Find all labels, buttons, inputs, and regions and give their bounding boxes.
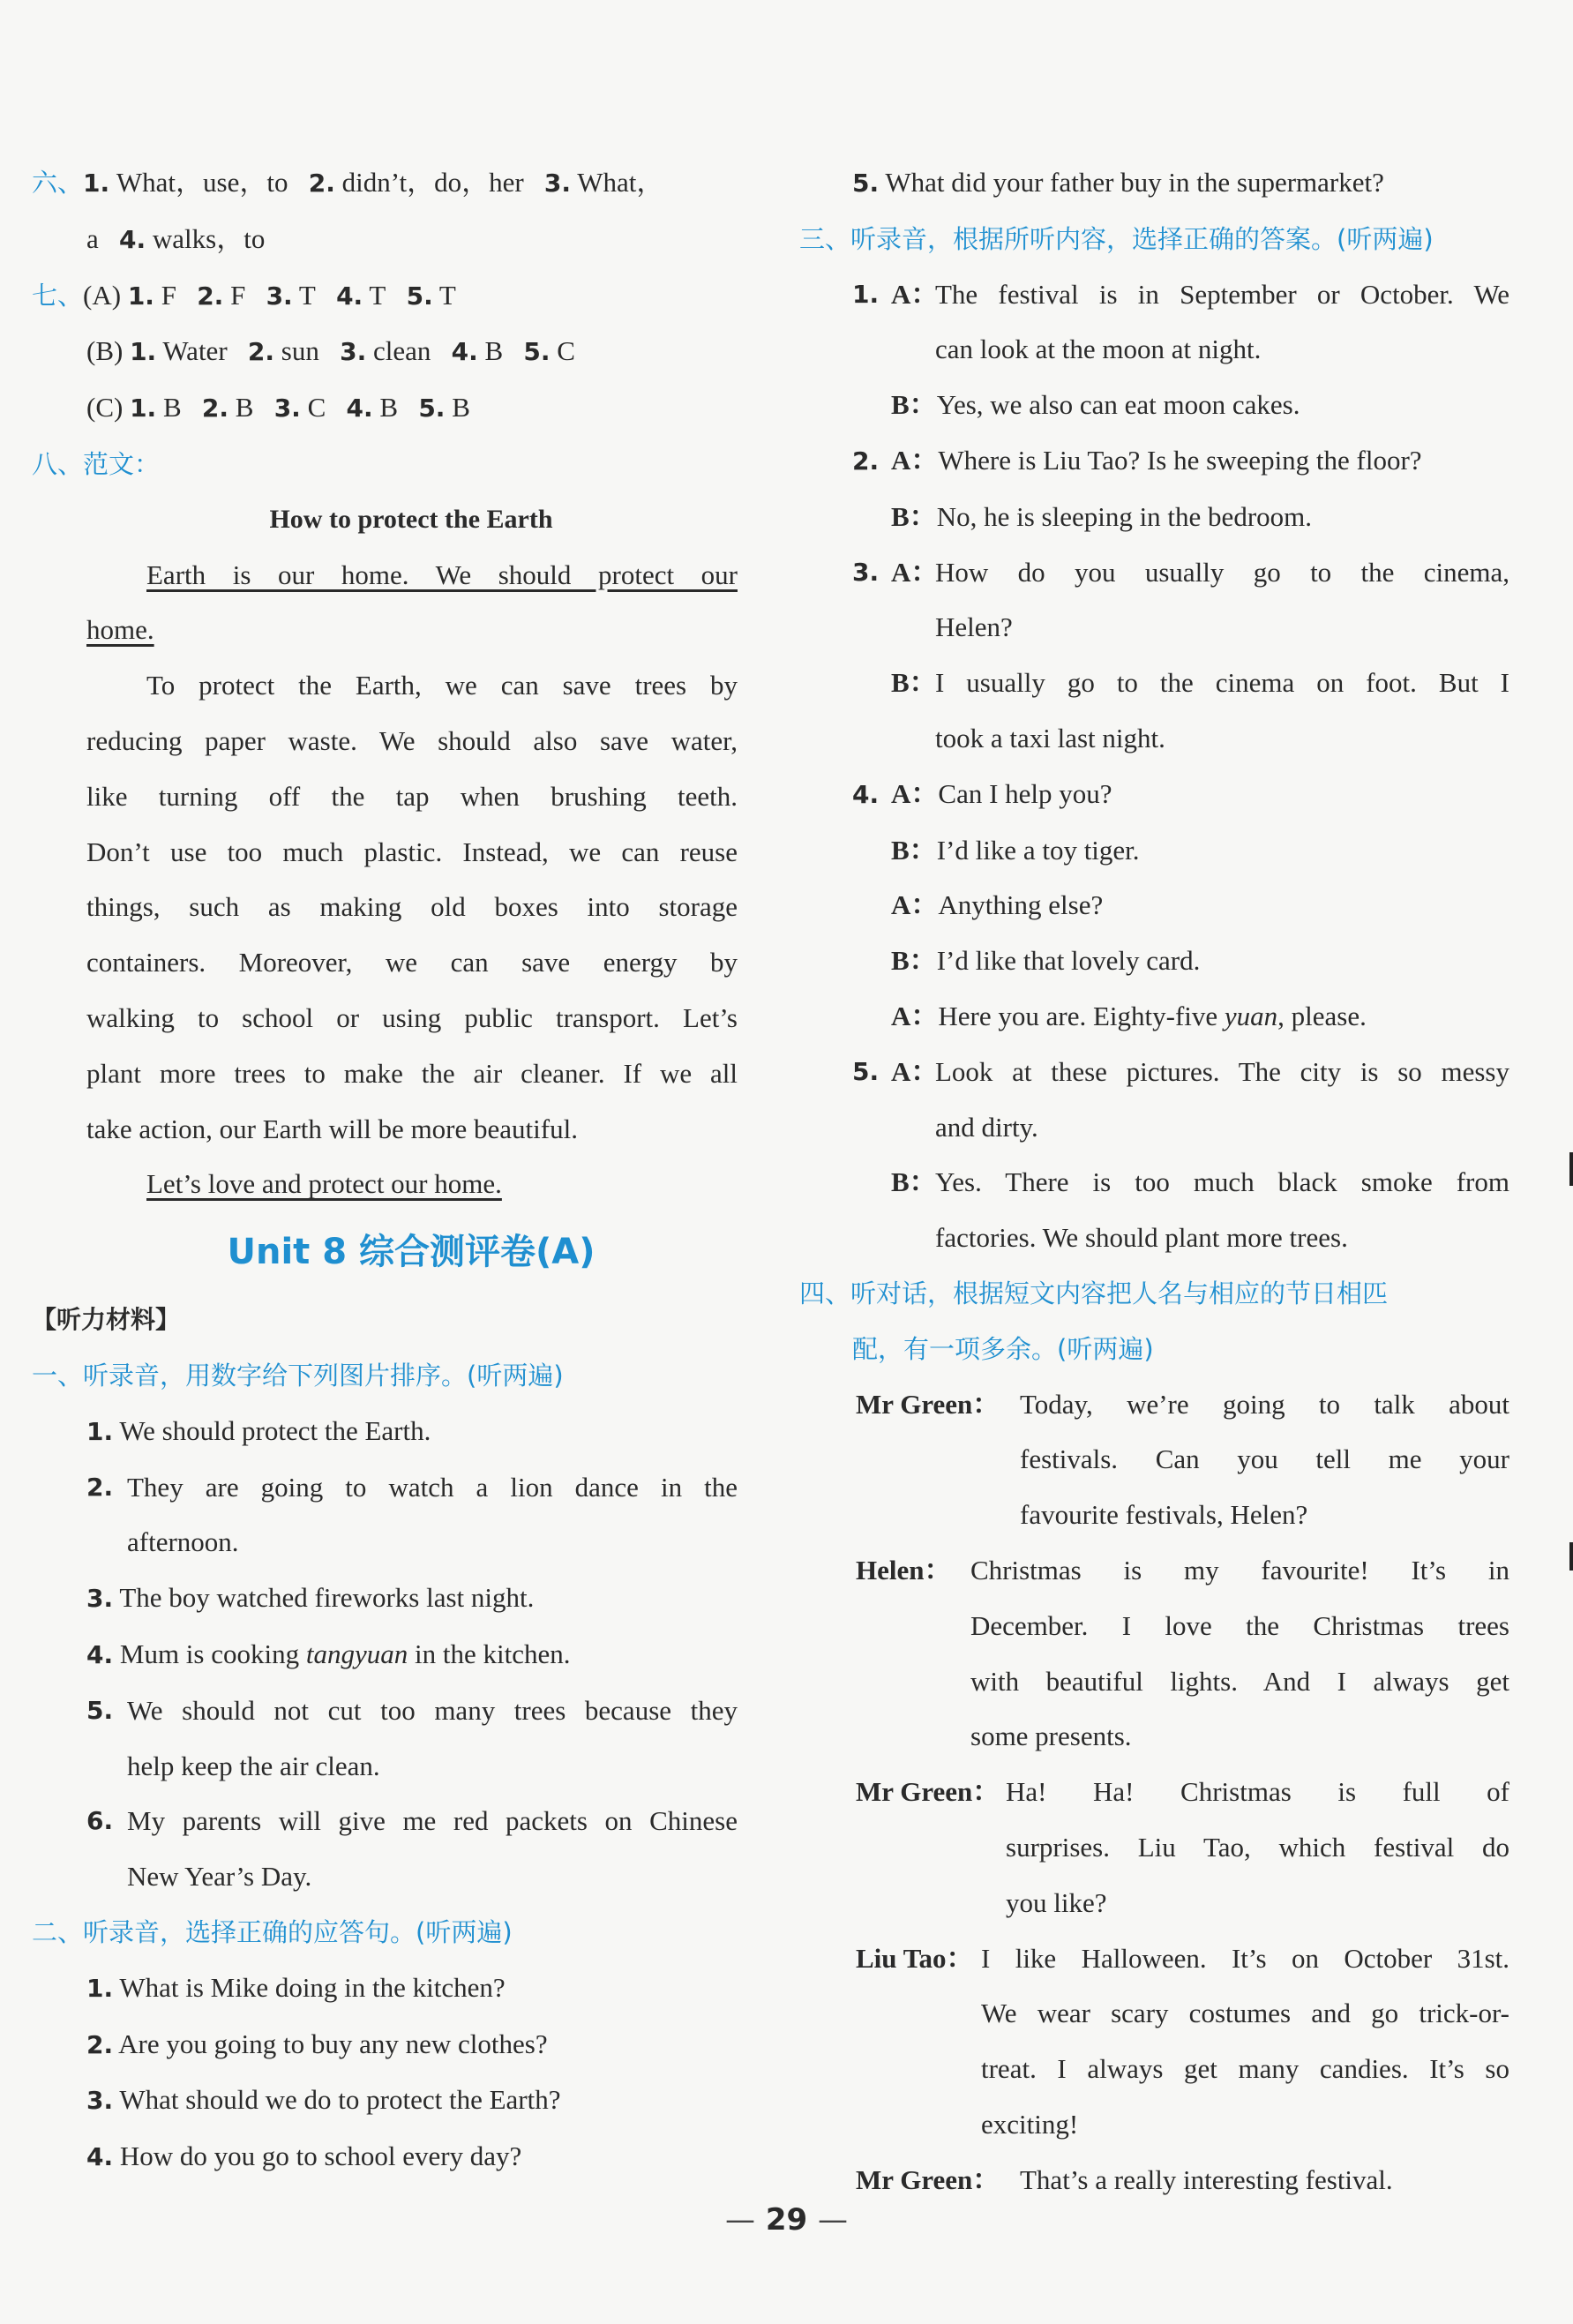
speaker-text: festivals. Can you tell me your bbox=[1020, 1443, 1509, 1475]
speaker-name bbox=[856, 2042, 981, 2097]
dialogue-line-cont: Helen? bbox=[935, 611, 1013, 643]
section-two-item: 2. Are you going to buy any new clothes? bbox=[86, 2028, 548, 2059]
conversation-line bbox=[799, 1543, 1509, 1599]
speaker-text: That’s a really interesting festival. bbox=[1020, 2163, 1393, 2195]
section-one-item: 3. The boy watched fireworks last night. bbox=[86, 1582, 535, 1614]
essay-title: How to protect the Earth bbox=[269, 504, 553, 534]
conversation-line bbox=[799, 1488, 1509, 1543]
speaker-text: Christmas is my favourite! It’s in bbox=[970, 1554, 1509, 1586]
speaker-text: We wear scary costumes and go trick-or- bbox=[981, 1998, 1509, 2029]
conversation bbox=[799, 1377, 1509, 2208]
dialogue-line: 5. A： Look at these pictures. The city is so messy bbox=[852, 1055, 1509, 1087]
section-one-item: 1. We should protect the Earth. bbox=[86, 1414, 431, 1446]
speaker-text: you like? bbox=[1006, 1886, 1107, 1918]
right-column bbox=[799, 155, 1509, 2208]
speaker-name bbox=[856, 1488, 1020, 1543]
speaker-text: favourite festivals, Helen? bbox=[1020, 1499, 1308, 1531]
dialogue-line: B：Yes, we also can eat moon cakes. bbox=[891, 389, 1300, 421]
section-two-title: 二、听录音，选择正确的应答句。(听两遍) bbox=[32, 1916, 513, 1947]
speaker-name bbox=[856, 1986, 981, 2042]
conversation-line bbox=[799, 1654, 1509, 1710]
conversation-line bbox=[799, 1931, 1509, 1987]
dialogue-line: A：Here you are. Eighty-five yuan, please. bbox=[891, 1000, 1367, 1031]
speaker-name bbox=[856, 1654, 970, 1710]
speaker-text: exciting! bbox=[981, 2108, 1079, 2140]
section-one-title: 一、听录音，用数字给下列图片排序。(听两遍) bbox=[32, 1360, 564, 1391]
speaker-text: Today, we’re going to talk about bbox=[1020, 1388, 1509, 1420]
answer-seven-b: (B) 1. Water 2. sun 3. clean 4. B 5. C bbox=[86, 335, 575, 367]
page-number: — 29 — bbox=[724, 2202, 848, 2238]
speaker-name: Mr Green： bbox=[856, 1776, 1000, 1808]
answer-seven-c: (C) 1. B 2. B 3. C 4. B 5. B bbox=[86, 392, 470, 424]
answer-six-line2: a 4. walks，to bbox=[86, 222, 266, 254]
speaker-name bbox=[856, 1820, 1006, 1876]
section-one-item-cont: help keep the air clean. bbox=[127, 1750, 380, 1781]
section-three-title: 三、听录音，根据所听内容，选择正确的答案。(听两遍) bbox=[799, 223, 1434, 254]
answer-six-line1: 六、1. What，use，to 2. didn’t，do，her 3. What， bbox=[32, 167, 664, 198]
answer-eight-heading: 八、范文： bbox=[32, 448, 161, 479]
speaker-text: with beautiful lights. And I always get bbox=[970, 1665, 1509, 1697]
essay-first-line: Earth is our home. We should protect our bbox=[146, 559, 738, 590]
speaker-name: Liu Tao： bbox=[856, 1942, 974, 1974]
speaker-text: I like Halloween. It’s on October 31st. bbox=[981, 1942, 1509, 1974]
section-four-title-cont: 配，有一项多余。(听两遍) bbox=[852, 1333, 1154, 1364]
essay-second-line: home. bbox=[86, 614, 154, 646]
dialogue-line: 4. A：Can I help you? bbox=[852, 777, 1112, 809]
section-one-item: 6. My parents will give me red packets on Chinese bbox=[86, 1805, 738, 1837]
conversation-line bbox=[799, 1876, 1509, 1931]
conversation-line bbox=[799, 2153, 1509, 2208]
section-marker: 六、 bbox=[32, 168, 84, 198]
conversation-line bbox=[799, 2042, 1509, 2097]
dialogue-line: B：No, he is sleeping in the bedroom. bbox=[891, 500, 1312, 532]
section-two-item: 1. What is Mike doing in the kitchen? bbox=[86, 1971, 506, 2003]
section-one-item-cont: afternoon. bbox=[127, 1526, 239, 1558]
speaker-name bbox=[856, 1599, 970, 1654]
dialogue-line-cont: and dirty. bbox=[935, 1111, 1038, 1143]
dialogue-line: 3. A： How do you usually go to the cinema, bbox=[852, 556, 1509, 588]
edge-mark bbox=[1569, 1542, 1573, 1571]
essay-closing: Let’s love and protect our home. bbox=[146, 1168, 502, 1200]
conversation-line bbox=[799, 1599, 1509, 1654]
speaker-name: Helen： bbox=[856, 1554, 952, 1586]
conversation-line bbox=[799, 1377, 1509, 1433]
speaker-text: Ha! Ha! Christmas is full of bbox=[1006, 1776, 1509, 1808]
answer-seven-a: 七、(A) 1. F 2. F 3. T 4. T 5. T bbox=[32, 279, 456, 311]
dialogue-line-cont: factories. We should plant more trees. bbox=[935, 1222, 1348, 1254]
section-one-item: 4. Mum is cooking tangyuan in the kitchen. bbox=[86, 1638, 571, 1669]
speaker-name bbox=[856, 1432, 1020, 1488]
section-four-title: 四、听对话，根据短文内容把人名与相应的节日相匹 bbox=[799, 1278, 1389, 1308]
dialogue-line: 1. A： The festival is in September or October. We bbox=[852, 278, 1509, 310]
dialogue-line-cont: can look at the moon at night. bbox=[935, 334, 1262, 365]
section-two-item-5: 5. What did your father buy in the supermarket? bbox=[852, 167, 1384, 198]
left-column bbox=[32, 155, 738, 2185]
speaker-name bbox=[856, 2097, 981, 2153]
speaker-name: Mr Green： bbox=[856, 2163, 1000, 2195]
dialogue-line: B： I usually go to the cinema on foot. But I bbox=[891, 667, 1509, 699]
section-two-item: 3. What should we do to protect the Earth? bbox=[86, 2084, 561, 2116]
section-one-item: 2. They are going to watch a lion dance in the bbox=[86, 1471, 738, 1503]
dialogue-line-cont: took a taxi last night. bbox=[935, 722, 1165, 753]
speaker-text: surprises. Liu Tao, which festival do bbox=[1006, 1831, 1509, 1863]
speaker-name bbox=[856, 1709, 970, 1765]
conversation-line bbox=[799, 1765, 1509, 1820]
conversation-line bbox=[799, 2097, 1509, 2153]
dialogue-line: 2. A：Where is Liu Tao? Is he sweeping the floor? bbox=[852, 444, 1422, 476]
speaker-name: Mr Green： bbox=[856, 1388, 1000, 1420]
dialogue-line: B：I’d like a toy tiger. bbox=[891, 834, 1140, 866]
edge-mark bbox=[1569, 1152, 1573, 1186]
dialogue-line: B： Yes. There is too much black smoke from bbox=[891, 1166, 1509, 1198]
speaker-text: some presents. bbox=[970, 1721, 1132, 1752]
speaker-name bbox=[856, 1876, 1006, 1931]
dialogue-line: A：Anything else? bbox=[891, 889, 1104, 921]
section-one-item: 5. We should not cut too many trees because they bbox=[86, 1694, 738, 1726]
conversation-line bbox=[799, 1820, 1509, 1876]
conversation-line bbox=[799, 1709, 1509, 1765]
dialogue-line: B：I’d like that lovely card. bbox=[891, 945, 1201, 977]
listening-label: 【听力材料】 bbox=[32, 1305, 181, 1335]
unit-title: Unit 8 综合测评卷(A) bbox=[227, 1232, 595, 1273]
section-two-item: 4. How do you go to school every day? bbox=[86, 2140, 522, 2172]
conversation-line bbox=[799, 1986, 1509, 2042]
essay-body: To protect the Earth, we can save trees by reducing paper waste. We should also save water, like turning off the tap when brushing teeth. Don’t use too much plastic. Instead, we can reuse things, such as making old boxes into storage containers. Moreover, we can save energy by walking to school or using public transport. Let’s plant more trees to make the air cleaner. If we all take action, our Earth will be more beautiful. bbox=[86, 670, 738, 1144]
section-one-item-cont: New Year’s Day. bbox=[127, 1861, 312, 1893]
speaker-text: December. I love the Christmas trees bbox=[970, 1609, 1509, 1641]
conversation-line bbox=[799, 1432, 1509, 1488]
speaker-text: treat. I always get many candies. It’s so bbox=[981, 2053, 1509, 2085]
